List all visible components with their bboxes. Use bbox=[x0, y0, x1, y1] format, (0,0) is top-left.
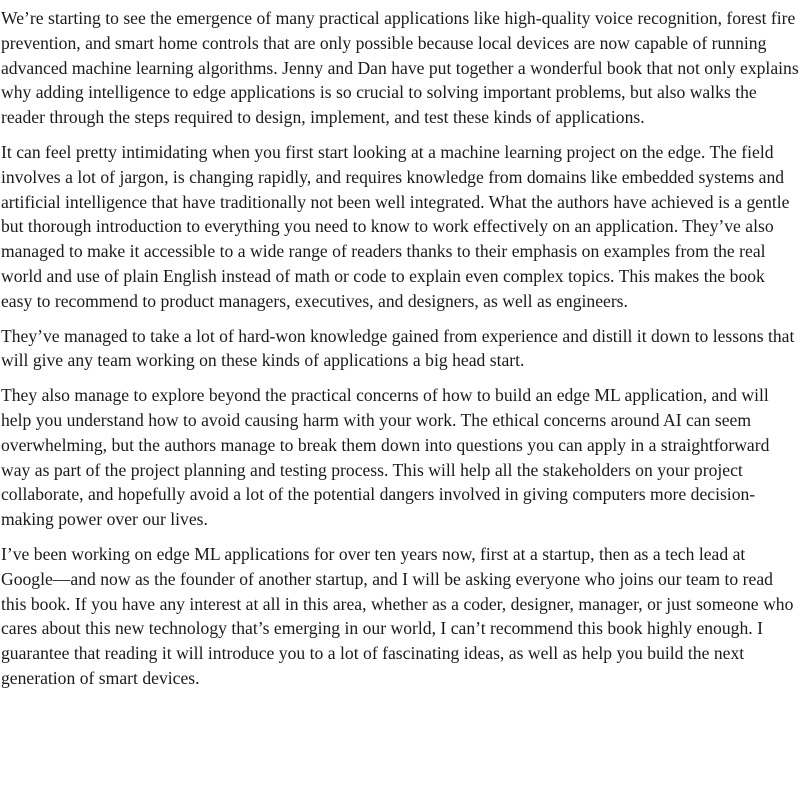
paragraph-1: We’re starting to see the emergence of many practical applications like high-quality voice recognition, forest fire prevention, and smart home controls that are only possible because local devices are now capable of running advanced machine learning algorithms. Jenny and Dan have put together a wonderful book that not only explains why adding intelligence to edge applications is so crucial to solving important problems, but also walks the reader through the steps required to design, implement, and test these kinds of applications. bbox=[1, 8, 799, 128]
paragraph-3: They’ve managed to take a lot of hard-won knowledge gained from experience and distill it down to lessons that will give any team working on these kinds of applications a big head start. bbox=[1, 325, 795, 371]
paragraph-5: I’ve been working on edge ML applications for over ten years now, first at a startup, then as a tech lead at Google—and now as the founder of another startup, and I will be asking everyone who joins our team to read this book. If you have any interest at all in this area, whether as a coder, designer, manager, or just someone who cares about this new technology that’s emerging in our world, I can’t recommend this book highly enough. I guarantee that reading it will introduce you to a lot of fascinating ideas, as well as help you build the next generation of smart devices. bbox=[1, 543, 794, 688]
paragraph-4: They also manage to explore beyond the practical concerns of how to build an edge ML application, and will help you understand how to avoid causing harm with your work. The ethical concerns around AI can seem overwhelming, but the authors manage to break them down into questions you can apply in a straightforward way as part of the project planning and testing process. This will help all the stakeholders on your project collaborate, and hopefully avoid a lot of the potential dangers involved in giving computers more decision-making power over our lives. bbox=[1, 385, 770, 530]
paragraph-2: It can feel pretty intimidating when you first start looking at a machine learning project on the edge. The field involves a lot of jargon, is changing rapidly, and requires knowledge from domains like embedded systems and artificial intelligence that have traditionally not been well integrated. What the authors have achieved is a gentle but thorough introduction to everything you need to know to work effectively on an application. They’ve also managed to make it accessible to a wide range of readers thanks to their emphasis on examples from the real world and use of plain English instead of math or code to explain even complex topics. This makes the book easy to recommend to product managers, executives, and designers, as well as engineers. bbox=[1, 141, 790, 311]
